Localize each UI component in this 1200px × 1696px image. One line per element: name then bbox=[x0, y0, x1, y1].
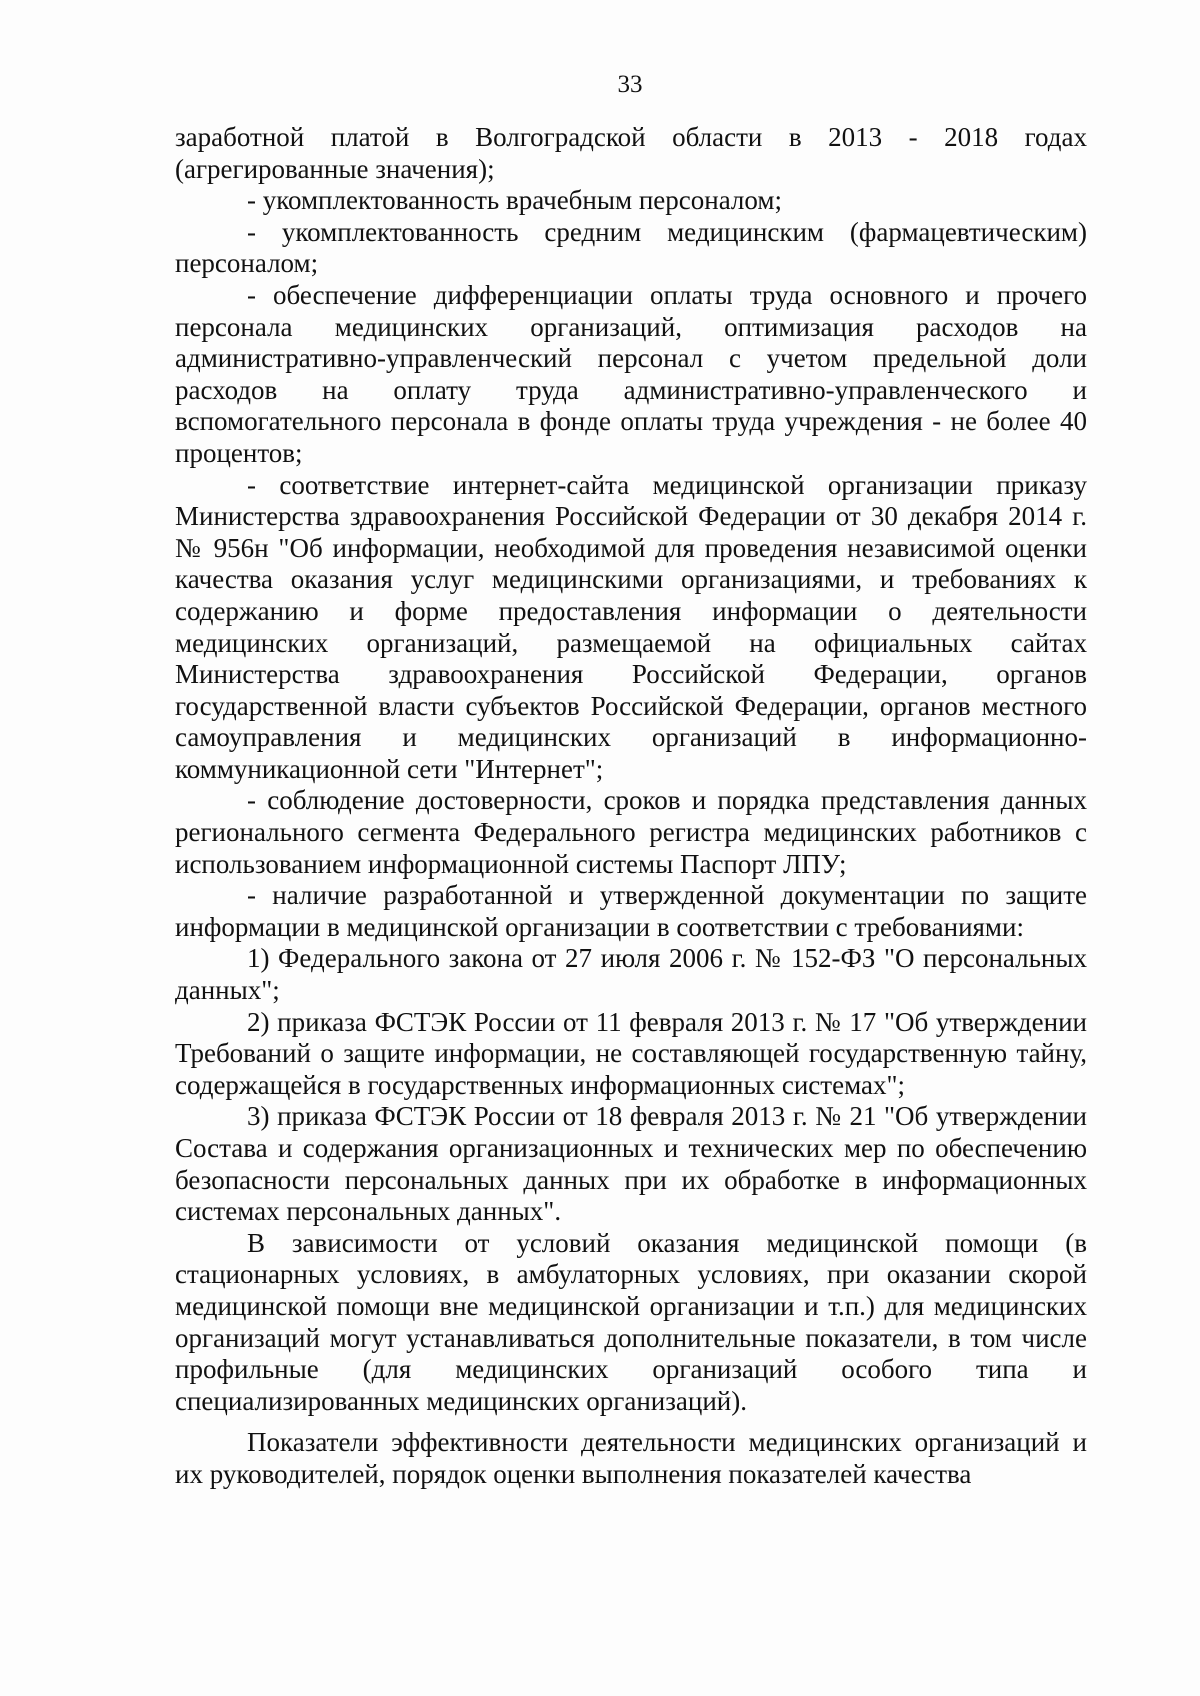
paragraph-item-1: 1) Федерального закона от 27 июля 2006 г. № 152-ФЗ "О персональных данных"; bbox=[175, 943, 1087, 1006]
paragraph-item-3: 3) приказа ФСТЭК России от 18 февраля 2013 г. № 21 "Об утверждении Состава и содержания организационных и технических мер по обеспечению безопасности персональных данных при их обработке в информационных системах персональных данных". bbox=[175, 1101, 1087, 1227]
paragraph-pay-differentiation: - обеспечение дифференциации оплаты труда основного и прочего персонала медицинских организаций, оптимизация расходов на административно-управленческий персонал с учетом предельной доли расходов на оплату труда административно-управленческого и вспомогательного персонала в фонде оплаты труда учреждения - не более 40 процентов; bbox=[175, 279, 1087, 468]
body-text bbox=[175, 122, 1087, 1491]
page-number: 33 bbox=[617, 71, 643, 98]
paragraph-website-compliance: - соответствие интернет-сайта медицинской организации приказу Министерства здравоохранения Российской Федерации от 30 декабря 2014 г. № 956н "Об информации, необходимой для проведения независимой оценки качества оказания услуг медицинскими организациями, и требованиях к содержанию и форме предоставления информации о деятельности медицинских организаций, размещаемой на официальных сайтах Министерства здравоохранения Российской Федерации, органов государственной власти субъектов Российской Федерации, органов местного самоуправления и медицинских организаций в информационно-коммуникационной сети "Интернет"; bbox=[175, 469, 1087, 784]
paragraph-documentation: - наличие разработанной и утвержденной документации по защите информации в медицинской организации в соответствии с требованиями: bbox=[175, 880, 1087, 942]
paragraph-continuation: заработной платой в Волгоградской области в 2013 - 2018 годах (агрегированные значения); bbox=[175, 122, 1087, 184]
paragraph-register-data: - соблюдение достоверности, сроков и порядка представления данных регионального сегмента Федерального регистра медицинских работников с использованием информационной системы Паспорт ЛПУ; bbox=[175, 785, 1087, 879]
paragraph-additional-indicators: В зависимости от условий оказания медицинской помощи (в стационарных условиях, в амбулаторных условиях, при оказании скорой медицинской помощи вне медицинской организации и т.п.) для медицинских организаций могут устанавливаться дополнительные показатели, в том числе профильные (для медицинских организаций особого типа и специализированных медицинских организаций). bbox=[175, 1227, 1087, 1416]
paragraph-efficiency-indicators: Показатели эффективности деятельности медицинских организаций и их руководителей, порядок оценки выполнения показателей качества bbox=[175, 1427, 1087, 1489]
paragraph-physician-staffing: - укомплектованность врачебным персоналом; bbox=[247, 185, 782, 216]
paragraph-item-2: 2) приказа ФСТЭК России от 11 февраля 2013 г. № 17 "Об утверждении Требований о защите информации, не составляющей государственную тайну, содержащейся в государственных информационных системах"; bbox=[175, 1006, 1087, 1100]
paragraph-nursing-staffing: - укомплектованность средним медицинским (фармацевтическим) персоналом; bbox=[175, 216, 1087, 279]
